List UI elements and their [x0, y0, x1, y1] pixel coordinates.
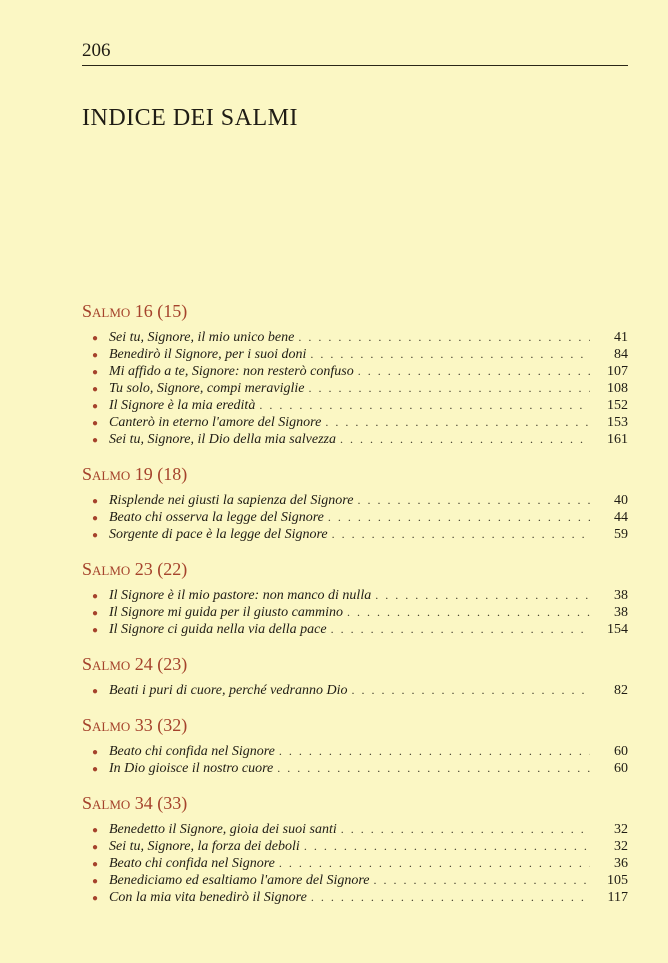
entry-title: Mi affido a te, Signore: non resterò confuso [109, 364, 354, 379]
bullet-icon: ● [92, 825, 99, 836]
index-entry [82, 329, 628, 346]
bullet-icon: ● [92, 764, 99, 775]
index-entry [82, 346, 628, 363]
bullet-icon: ● [92, 350, 99, 361]
bullet-icon: ● [92, 686, 99, 697]
index-entry [82, 682, 628, 699]
index-entry [82, 492, 628, 509]
entry-title: Risplende nei giusti la sapienza del Signore [109, 493, 354, 508]
psalm-number: 24 (23) [134, 654, 188, 674]
dot-leader [304, 838, 590, 855]
dot-leader [375, 587, 590, 604]
psalm-section [82, 556, 628, 638]
entry-title: In Dio gioisce il nostro cuore [109, 761, 274, 776]
entry-title: Canterò in eterno l'amore del Signore [109, 415, 322, 430]
entry-title: Sei tu, Signore, il mio unico bene [109, 330, 295, 345]
bullet-icon: ● [92, 418, 99, 429]
dot-leader [340, 431, 590, 448]
entry-page-number: 40 [614, 493, 628, 508]
index-entry [82, 872, 628, 889]
index-entry [82, 431, 628, 448]
entry-title: Sei tu, Signore, il Dio della mia salvezza [109, 432, 336, 447]
entry-page-number: 41 [614, 330, 628, 345]
dot-leader [331, 621, 590, 638]
entry-title: Beato chi osserva la legge del Signore [109, 510, 324, 525]
entry-title: Benedirò il Signore, per i suoi doni [109, 347, 307, 362]
psalm-section [82, 790, 628, 906]
entry-page-number: 32 [614, 822, 628, 837]
bullet-icon: ● [92, 530, 99, 541]
psalm-label: Salmo [82, 559, 131, 579]
bullet-icon: ● [92, 367, 99, 378]
index-entry [82, 604, 628, 621]
psalm-heading [82, 790, 628, 816]
entry-page-number: 161 [607, 432, 628, 447]
dot-leader [357, 492, 590, 509]
entry-page-number: 59 [614, 527, 628, 542]
psalm-heading [82, 556, 628, 582]
psalm-label: Salmo [82, 301, 131, 321]
dot-leader [374, 872, 590, 889]
dot-leader [351, 682, 590, 699]
psalm-heading [82, 651, 628, 677]
dot-leader [259, 397, 590, 414]
dot-leader [279, 743, 590, 760]
psalm-section [82, 712, 628, 777]
bullet-icon: ● [92, 893, 99, 904]
entry-title: Il Signore è la mia eredità [109, 398, 256, 413]
entry-title: Benediciamo ed esaltiamo l'amore del Signore [109, 873, 370, 888]
bullet-icon: ● [92, 591, 99, 602]
entry-title: Sei tu, Signore, la forza dei deboli [109, 839, 300, 854]
psalm-index [82, 298, 628, 919]
bullet-icon: ● [92, 401, 99, 412]
psalm-label: Salmo [82, 464, 131, 484]
index-entry [82, 855, 628, 872]
bullet-icon: ● [92, 747, 99, 758]
entry-page-number: 36 [614, 856, 628, 871]
index-entry [82, 821, 628, 838]
index-entry [82, 587, 628, 604]
dot-leader [279, 855, 590, 872]
entry-title: Con la mia vita benedirò il Signore [109, 890, 307, 905]
entry-title: Beati i puri di cuore, perché vedranno Dio [109, 683, 348, 698]
dot-leader [358, 363, 590, 380]
entry-page-number: 153 [607, 415, 628, 430]
psalm-label: Salmo [82, 654, 131, 674]
page-title: INDICE DEI SALMI [82, 105, 298, 131]
psalm-heading [82, 461, 628, 487]
entry-page-number: 105 [607, 873, 628, 888]
dot-leader [310, 346, 590, 363]
index-entry [82, 621, 628, 638]
psalm-number: 23 (22) [134, 559, 188, 579]
bullet-icon: ● [92, 876, 99, 887]
bullet-icon: ● [92, 859, 99, 870]
index-entry [82, 380, 628, 397]
entry-title: Benedetto il Signore, gioia dei suoi santi [109, 822, 337, 837]
header-rule [82, 65, 628, 66]
entry-title: Beato chi confida nel Signore [109, 856, 275, 871]
page-number: 206 [82, 40, 111, 61]
bullet-icon: ● [92, 435, 99, 446]
index-entry [82, 397, 628, 414]
entry-page-number: 152 [607, 398, 628, 413]
entry-title: Il Signore ci guida nella via della pace [109, 622, 327, 637]
entry-page-number: 38 [614, 605, 628, 620]
entry-page-number: 154 [607, 622, 628, 637]
entry-page-number: 107 [607, 364, 628, 379]
entry-page-number: 117 [607, 890, 628, 905]
psalm-section [82, 298, 628, 448]
psalm-number: 34 (33) [134, 793, 188, 813]
psalm-heading [82, 712, 628, 738]
index-entry [82, 526, 628, 543]
index-entry [82, 509, 628, 526]
bullet-icon: ● [92, 384, 99, 395]
bullet-icon: ● [92, 842, 99, 853]
index-entry [82, 889, 628, 906]
psalm-section [82, 651, 628, 699]
entry-page-number: 60 [614, 761, 628, 776]
psalm-number: 19 (18) [134, 464, 188, 484]
index-entry [82, 760, 628, 777]
dot-leader [332, 526, 590, 543]
dot-leader [277, 760, 590, 777]
entry-title: Tu solo, Signore, compi meraviglie [109, 381, 305, 396]
bullet-icon: ● [92, 608, 99, 619]
dot-leader [311, 889, 590, 906]
entry-title: Sorgente di pace è la legge del Signore [109, 527, 328, 542]
psalm-section [82, 461, 628, 543]
psalm-heading [82, 298, 628, 324]
dot-leader [347, 604, 590, 621]
index-entry [82, 743, 628, 760]
entry-page-number: 108 [607, 381, 628, 396]
psalm-number: 16 (15) [134, 301, 188, 321]
dot-leader [298, 329, 590, 346]
psalm-label: Salmo [82, 715, 131, 735]
entry-page-number: 60 [614, 744, 628, 759]
psalm-label: Salmo [82, 793, 131, 813]
entry-page-number: 84 [614, 347, 628, 362]
entry-title: Beato chi confida nel Signore [109, 744, 275, 759]
dot-leader [328, 509, 590, 526]
dot-leader [325, 414, 590, 431]
bullet-icon: ● [92, 625, 99, 636]
bullet-icon: ● [92, 496, 99, 507]
bullet-icon: ● [92, 513, 99, 524]
entry-title: Il Signore è il mio pastore: non manco di nulla [109, 588, 372, 603]
entry-page-number: 38 [614, 588, 628, 603]
dot-leader [308, 380, 590, 397]
entry-title: Il Signore mi guida per il giusto cammino [109, 605, 343, 620]
entry-page-number: 44 [614, 510, 628, 525]
entry-page-number: 32 [614, 839, 628, 854]
index-entry [82, 838, 628, 855]
psalm-number: 33 (32) [134, 715, 188, 735]
bullet-icon: ● [92, 333, 99, 344]
entry-page-number: 82 [614, 683, 628, 698]
index-entry [82, 363, 628, 380]
index-entry [82, 414, 628, 431]
dot-leader [341, 821, 590, 838]
